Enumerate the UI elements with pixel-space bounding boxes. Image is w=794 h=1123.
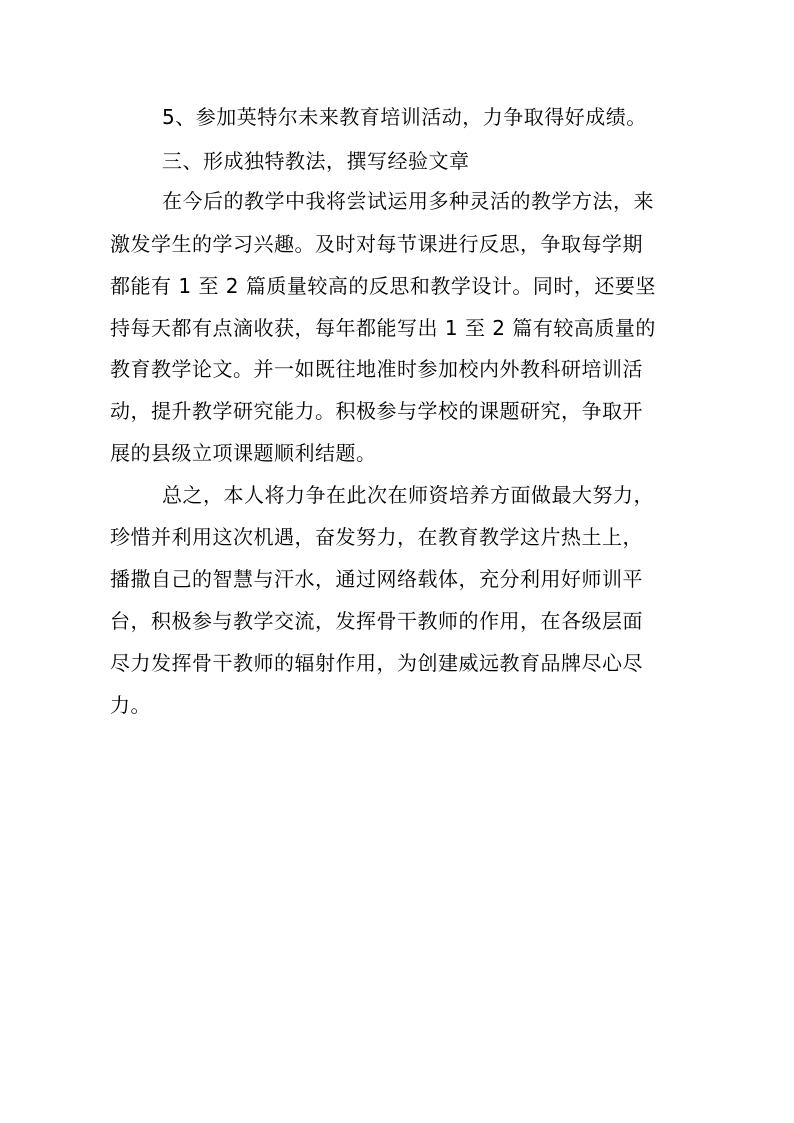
paragraph-1-line-7: 展的县级立项课题顺利结题。 [110,441,377,465]
paragraph-1-line-3: 都能有 1 至 2 篇质量较高的反思和教学设计。同时，还要坚 [110,274,656,298]
paragraph-1-line-4: 持每天都有点滴收获，每年都能写出 1 至 2 篇有较高质量的 [110,316,656,340]
paragraph-2-line-6: 力。 [110,693,151,717]
paragraph-2-line-2: 珍惜并利用这次机遇，奋发努力，在教育教学这片热土上， [110,525,643,549]
paragraph-1-line-5: 教育教学论文。并一如既往地准时参加校内外教科研培训活 [110,357,643,381]
paragraph-2-line-4: 台，积极参与教学交流，发挥骨干教师的作用，在各级层面 [110,609,643,633]
paragraph-1-line-6: 动，提升教学研究能力。积极参与学校的课题研究，争取开 [110,399,643,423]
paragraph-2-line-1: 总之，本人将力争在此次在师资培养方面做最大努力， [162,483,654,507]
list-item-5: 5、参加英特尔未来教育培训活动，力争取得好成绩。 [162,105,647,129]
paragraph-2-line-5: 尽力发挥骨干教师的辐射作用，为创建威远教育品牌尽心尽 [110,651,643,675]
paragraph-2-line-3: 播撒自己的智慧与汗水，通过网络载体，充分利用好师训平 [110,567,643,591]
section-heading-3: 三、形成独特教法，撰写经验文章 [162,149,470,173]
paragraph-1-line-1: 在今后的教学中我将尝试运用多种灵活的教学方法，来 [162,189,654,213]
paragraph-1-line-2: 激发学生的学习兴趣。及时对每节课进行反思，争取每学期 [110,232,643,256]
